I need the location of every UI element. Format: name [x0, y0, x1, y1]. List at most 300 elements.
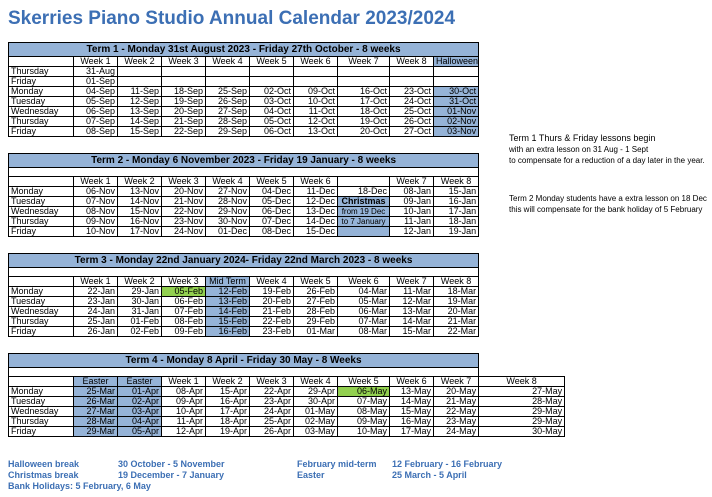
date-cell: 02-Nov: [434, 117, 479, 127]
date-cell: 28-Nov: [206, 197, 250, 207]
date-cell: 07-Sep: [74, 117, 118, 127]
date-cell: [434, 67, 479, 77]
legend-midterm-dates: 12 February - 16 February: [392, 459, 503, 469]
date-cell: 02-Feb: [118, 327, 162, 337]
table-row: [9, 427, 565, 437]
date-cell: 12-Dec: [294, 197, 338, 207]
date-cell: 06-Oct: [250, 127, 294, 137]
date-cell: 26-Sep: [206, 97, 250, 107]
date-cell: 21-May: [434, 397, 479, 407]
note-line: with an extra lesson on 31 Aug - 1 Sept: [509, 145, 649, 154]
date-cell: 06-Sep: [74, 107, 118, 117]
week-label: Week 3: [250, 377, 294, 387]
date-cell: [390, 67, 434, 77]
date-cell: 14-Dec: [294, 217, 338, 227]
date-cell: 02-Oct: [250, 87, 294, 97]
day-label: Monday: [9, 287, 74, 297]
date-cell: 15-May: [390, 407, 434, 417]
date-cell: 14-Nov: [118, 197, 162, 207]
week-label: Week 7: [434, 377, 479, 387]
note-line: Term 1 Thurs & Friday lessons begin: [509, 133, 656, 143]
date-cell: 18-Dec: [338, 187, 390, 197]
date-cell: 18-Sep: [162, 87, 206, 97]
date-cell: 12-Feb: [206, 287, 250, 297]
christmas-cell: to 7 January: [338, 217, 390, 227]
date-cell: 04-Mar: [338, 287, 390, 297]
week-label: Week 6: [294, 57, 338, 67]
term4-table: [8, 353, 565, 437]
date-cell: 12-Apr: [162, 427, 206, 437]
date-cell: 13-May: [390, 387, 434, 397]
date-cell: 08-Dec: [250, 227, 294, 237]
date-cell: 02-Apr: [118, 397, 162, 407]
date-cell: 08-Sep: [74, 127, 118, 137]
table-row: [9, 197, 479, 207]
date-cell: 01-Feb: [118, 317, 162, 327]
date-cell: 14-Feb: [206, 307, 250, 317]
date-cell: 28-Mar: [74, 417, 118, 427]
day-label: Tuesday: [9, 397, 74, 407]
week-label: Week 3: [162, 57, 206, 67]
date-cell: 14-Mar: [390, 317, 434, 327]
date-cell: 17-Oct: [338, 97, 390, 107]
date-cell: 03-Oct: [250, 97, 294, 107]
date-cell: 15-Dec: [294, 227, 338, 237]
corner-cell: [9, 277, 74, 287]
date-cell: 01-Nov: [434, 107, 479, 117]
date-cell: 07-May: [338, 397, 390, 407]
term1-table: [8, 42, 479, 137]
date-cell: 01-Sep: [74, 77, 118, 87]
date-cell: 28-Feb: [294, 307, 338, 317]
date-cell: 09-Apr: [162, 397, 206, 407]
date-cell: 24-May: [434, 427, 479, 437]
table-row: [9, 297, 479, 307]
date-cell: 22-Mar: [434, 327, 479, 337]
week-label: Week 5: [250, 57, 294, 67]
date-cell: 19-Apr: [206, 427, 250, 437]
date-cell: 30-Apr: [294, 397, 338, 407]
corner-cell: [9, 177, 74, 187]
table-row: [9, 327, 479, 337]
date-cell: 11-Apr: [162, 417, 206, 427]
date-cell: 04-Sep: [74, 87, 118, 97]
week-label: Week 6: [338, 277, 390, 287]
week-label: Week 4: [294, 377, 338, 387]
table-row: [9, 217, 479, 227]
date-cell: 13-Feb: [206, 297, 250, 307]
date-cell: 07-Mar: [338, 317, 390, 327]
date-cell: 11-Mar: [390, 287, 434, 297]
day-label: Thursday: [9, 417, 74, 427]
date-cell: 17-Jan: [434, 207, 479, 217]
date-cell: 08-Jan: [390, 187, 434, 197]
date-cell: 10-May: [338, 427, 390, 437]
date-cell: 15-Sep: [118, 127, 162, 137]
week-label: Week 1: [74, 277, 118, 287]
date-cell: 29-Mar: [74, 427, 118, 437]
date-cell: 05-Dec: [250, 197, 294, 207]
day-label: Wednesday: [9, 107, 74, 117]
date-cell: 08-Mar: [338, 327, 390, 337]
blank-cell: [479, 354, 565, 368]
date-cell: 23-Apr: [250, 397, 294, 407]
date-cell: 29-Jan: [118, 287, 162, 297]
table-row: [9, 87, 479, 97]
date-cell: 05-Sep: [74, 97, 118, 107]
date-cell: 28-May: [479, 397, 565, 407]
date-cell: 10-Oct: [294, 97, 338, 107]
table-row: [9, 317, 479, 327]
date-cell: 07-Dec: [250, 217, 294, 227]
date-cell: 06-Mar: [338, 307, 390, 317]
date-cell: 25-Mar: [74, 387, 118, 397]
date-cell: 23-Nov: [162, 217, 206, 227]
date-cell: 17-Nov: [118, 227, 162, 237]
date-cell: 31-Jan: [118, 307, 162, 317]
week-label: Week 7: [390, 177, 434, 187]
date-cell: 10-Apr: [162, 407, 206, 417]
table-row: [9, 227, 479, 237]
day-label: Friday: [9, 227, 74, 237]
date-cell: 22-Nov: [162, 207, 206, 217]
christmas-cell: from 19 Dec: [338, 207, 390, 217]
date-cell: 13-Dec: [294, 207, 338, 217]
week-label: Week 8: [434, 177, 479, 187]
date-cell: 19-Jan: [434, 227, 479, 237]
date-cell: 05-Mar: [338, 297, 390, 307]
date-cell: 09-Oct: [294, 87, 338, 97]
date-cell: 08-Nov: [74, 207, 118, 217]
date-cell: 17-May: [390, 427, 434, 437]
term2-table: [8, 153, 479, 237]
table-row: [9, 127, 479, 137]
week-label: Week 6: [390, 377, 434, 387]
legend-christmas-dates: 19 December - 7 January: [118, 470, 225, 480]
date-cell: 25-Sep: [206, 87, 250, 97]
week-label: Week 2: [118, 57, 162, 67]
date-cell: 15-Nov: [118, 207, 162, 217]
week-label: Week 5: [250, 177, 294, 187]
date-cell: 16-Oct: [338, 87, 390, 97]
legend-bank-holidays: Bank Holidays: 5 February, 6 May: [8, 481, 151, 491]
date-cell: 06-Nov: [74, 187, 118, 197]
day-label: Tuesday: [9, 297, 74, 307]
day-label: Monday: [9, 87, 74, 97]
date-cell: 15-Mar: [390, 327, 434, 337]
date-cell: 19-Oct: [338, 117, 390, 127]
week-label: Week 3: [162, 177, 206, 187]
table-row: [9, 397, 565, 407]
day-label: Wednesday: [9, 407, 74, 417]
date-cell: 24-Jan: [74, 307, 118, 317]
date-cell: 20-Feb: [250, 297, 294, 307]
date-cell: [118, 67, 162, 77]
date-cell: 27-Oct: [390, 127, 434, 137]
date-cell: 03-Nov: [434, 127, 479, 137]
date-cell: 21-Mar: [434, 317, 479, 327]
date-cell: 20-Sep: [162, 107, 206, 117]
week-label: Week 7: [390, 277, 434, 287]
date-cell: 01-Dec: [206, 227, 250, 237]
spacer-row: [9, 168, 479, 177]
date-cell: 09-Nov: [74, 217, 118, 227]
date-cell: 29-Feb: [294, 317, 338, 327]
date-cell: [118, 77, 162, 87]
legend-easter-dates: 25 March - 5 April: [392, 470, 467, 480]
date-cell: 30-Oct: [434, 87, 479, 97]
week-label: Week 8: [479, 377, 565, 387]
week-label: Week 2: [118, 177, 162, 187]
date-cell: 21-Feb: [250, 307, 294, 317]
table-row: [9, 67, 479, 77]
table-row: [9, 107, 479, 117]
term3-table: [8, 253, 479, 337]
bank-holiday-cell: 06-May: [338, 387, 390, 397]
date-cell: 22-Sep: [162, 127, 206, 137]
spacer-row: [9, 368, 479, 377]
date-cell: [390, 77, 434, 87]
day-label: Thursday: [9, 217, 74, 227]
date-cell: 25-Jan: [74, 317, 118, 327]
date-cell: 11-Sep: [118, 87, 162, 97]
date-cell: 29-May: [479, 407, 565, 417]
date-cell: 29-Nov: [206, 207, 250, 217]
date-cell: 16-Apr: [206, 397, 250, 407]
date-cell: 09-May: [338, 417, 390, 427]
date-cell: 21-Nov: [162, 197, 206, 207]
day-label: Tuesday: [9, 97, 74, 107]
date-cell: 20-Oct: [338, 127, 390, 137]
date-cell: 22-Apr: [250, 387, 294, 397]
date-cell: 15-Apr: [206, 387, 250, 397]
halloween-label: Halloween: [434, 57, 479, 67]
date-cell: 18-Apr: [206, 417, 250, 427]
date-cell: 08-Apr: [162, 387, 206, 397]
day-label: Friday: [9, 427, 74, 437]
date-cell: 26-Jan: [74, 327, 118, 337]
date-cell: 26-Mar: [74, 397, 118, 407]
date-cell: 19-Sep: [162, 97, 206, 107]
date-cell: 24-Nov: [162, 227, 206, 237]
date-cell: 06-Feb: [162, 297, 206, 307]
date-cell: 28-Sep: [206, 117, 250, 127]
week-label: Week 1: [74, 57, 118, 67]
date-cell: 19-Mar: [434, 297, 479, 307]
date-cell: 13-Sep: [118, 107, 162, 117]
date-cell: 07-Feb: [162, 307, 206, 317]
date-cell: 17-Apr: [206, 407, 250, 417]
date-cell: 29-Sep: [206, 127, 250, 137]
day-label: Friday: [9, 77, 74, 87]
christmas-cell: Christmas: [338, 197, 390, 207]
blank-cell: [479, 368, 565, 377]
date-cell: 03-May: [294, 427, 338, 437]
date-cell: 18-Jan: [434, 217, 479, 227]
week-label: Week 5: [294, 277, 338, 287]
week-label: Week 4: [250, 277, 294, 287]
date-cell: 04-Oct: [250, 107, 294, 117]
date-cell: 27-Mar: [74, 407, 118, 417]
week-label: Week 4: [206, 57, 250, 67]
date-cell: 27-May: [479, 387, 565, 397]
date-cell: 04-Apr: [118, 417, 162, 427]
day-label: Thursday: [9, 117, 74, 127]
day-label: Thursday: [9, 67, 74, 77]
week-label: Week 8: [390, 57, 434, 67]
date-cell: 20-Nov: [162, 187, 206, 197]
date-cell: 11-Oct: [294, 107, 338, 117]
date-cell: 27-Nov: [206, 187, 250, 197]
date-cell: 18-Oct: [338, 107, 390, 117]
date-cell: 06-Dec: [250, 207, 294, 217]
date-cell: 04-Dec: [250, 187, 294, 197]
date-cell: 22-May: [434, 407, 479, 417]
week-label: Week 1: [74, 177, 118, 187]
date-cell: 20-Mar: [434, 307, 479, 317]
date-cell: 12-Oct: [294, 117, 338, 127]
table-row: [9, 77, 479, 87]
date-cell: 14-Sep: [118, 117, 162, 127]
date-cell: 23-Feb: [250, 327, 294, 337]
week-label: Week 3: [162, 277, 206, 287]
date-cell: 31-Aug: [74, 67, 118, 77]
date-cell: 13-Mar: [390, 307, 434, 317]
table-row: [9, 117, 479, 127]
date-cell: 12-Jan: [390, 227, 434, 237]
date-cell: 01-Mar: [294, 327, 338, 337]
day-label: Wednesday: [9, 207, 74, 217]
date-cell: 29-Apr: [294, 387, 338, 397]
date-cell: 01-May: [294, 407, 338, 417]
date-cell: [162, 67, 206, 77]
midterm-label: Mid Term: [206, 277, 250, 287]
table-row: [9, 287, 479, 297]
table-row: [9, 307, 479, 317]
table-row: [9, 207, 479, 217]
note-line: this will compensate for the bank holiday of 5 February: [509, 205, 703, 214]
date-cell: 24-Apr: [250, 407, 294, 417]
date-cell: 23-Oct: [390, 87, 434, 97]
date-cell: 12-Mar: [390, 297, 434, 307]
legend-easter-label: Easter: [297, 470, 325, 480]
date-cell: 23-Jan: [74, 297, 118, 307]
corner-cell: [9, 377, 74, 387]
date-cell: 07-Nov: [74, 197, 118, 207]
week-label: [338, 177, 390, 187]
table-row: [9, 387, 565, 397]
legend-halloween-label: Halloween break: [8, 459, 80, 469]
date-cell: 16-Nov: [118, 217, 162, 227]
date-cell: [162, 77, 206, 87]
date-cell: 09-Feb: [162, 327, 206, 337]
corner-cell: [9, 57, 74, 67]
date-cell: 18-Mar: [434, 287, 479, 297]
date-cell: 11-Dec: [294, 187, 338, 197]
date-cell: 21-Sep: [162, 117, 206, 127]
legend-christmas-label: Christmas break: [8, 470, 79, 480]
date-cell: 22-Feb: [250, 317, 294, 327]
date-cell: 20-May: [434, 387, 479, 397]
christmas-cell: [338, 227, 390, 237]
week-label: Week 5: [338, 377, 390, 387]
easter-label: Easter: [74, 377, 118, 387]
date-cell: 02-May: [294, 417, 338, 427]
page-title: Skerries Piano Studio Annual Calendar 2023/2024: [8, 8, 456, 29]
table-row: [9, 407, 565, 417]
date-cell: 13-Nov: [118, 187, 162, 197]
date-cell: 26-Feb: [294, 287, 338, 297]
date-cell: 22-Jan: [74, 287, 118, 297]
table-row: [9, 417, 565, 427]
term3-header: Term 3 - Monday 22nd January 2024- Friday 22nd March 2023 - 8 weeks: [9, 254, 479, 268]
week-label: Week 7: [338, 57, 390, 67]
term1-header: Term 1 - Monday 31st August 2023 - Friday 27th October - 8 weeks: [9, 43, 479, 57]
date-cell: 16-Jan: [434, 197, 479, 207]
table-row: [9, 187, 479, 197]
term2-note: [509, 193, 707, 215]
note-line: Term 2 Monday students have a extra lesson on 18 Dec: [509, 194, 707, 203]
table-row: [9, 97, 479, 107]
date-cell: 10-Nov: [74, 227, 118, 237]
date-cell: 08-May: [338, 407, 390, 417]
date-cell: 09-Jan: [390, 197, 434, 207]
date-cell: 15-Feb: [206, 317, 250, 327]
term1-note: [509, 133, 705, 166]
day-label: Friday: [9, 327, 74, 337]
date-cell: 05-Oct: [250, 117, 294, 127]
day-label: Monday: [9, 187, 74, 197]
date-cell: 11-Jan: [390, 217, 434, 227]
date-cell: 08-Feb: [162, 317, 206, 327]
week-label: Week 2: [118, 277, 162, 287]
date-cell: 12-Sep: [118, 97, 162, 107]
date-cell: 01-Apr: [118, 387, 162, 397]
date-cell: 27-Feb: [294, 297, 338, 307]
day-label: Friday: [9, 127, 74, 137]
date-cell: [206, 77, 250, 87]
date-cell: 23-May: [434, 417, 479, 427]
date-cell: 13-Oct: [294, 127, 338, 137]
week-label: Week 1: [162, 377, 206, 387]
spacer-row: [9, 268, 479, 277]
legend-halloween-dates: 30 October - 5 November: [118, 459, 225, 469]
day-label: Thursday: [9, 317, 74, 327]
date-cell: 15-Jan: [434, 187, 479, 197]
easter-label: Easter: [118, 377, 162, 387]
date-cell: [250, 67, 294, 77]
date-cell: [434, 77, 479, 87]
week-label: Week 8: [434, 277, 479, 287]
date-cell: 25-Apr: [250, 417, 294, 427]
date-cell: 30-May: [479, 427, 565, 437]
date-cell: 24-Oct: [390, 97, 434, 107]
date-cell: 30-Jan: [118, 297, 162, 307]
date-cell: 10-Jan: [390, 207, 434, 217]
term4-header: Term 4 - Monday 8 April - Friday 30 May - 8 Weeks: [9, 354, 479, 368]
term2-header: Term 2 - Monday 6 November 2023 - Friday 19 January - 8 weeks: [9, 154, 479, 168]
day-label: Monday: [9, 387, 74, 397]
date-cell: 25-Oct: [390, 107, 434, 117]
week-label: Week 4: [206, 177, 250, 187]
week-label: Week 6: [294, 177, 338, 187]
week-label: Week 2: [206, 377, 250, 387]
date-cell: 19-Feb: [250, 287, 294, 297]
date-cell: 16-May: [390, 417, 434, 427]
legend-midterm-label: February mid-term: [297, 459, 377, 469]
date-cell: 30-Nov: [206, 217, 250, 227]
bank-holiday-cell: 05-Feb: [162, 287, 206, 297]
